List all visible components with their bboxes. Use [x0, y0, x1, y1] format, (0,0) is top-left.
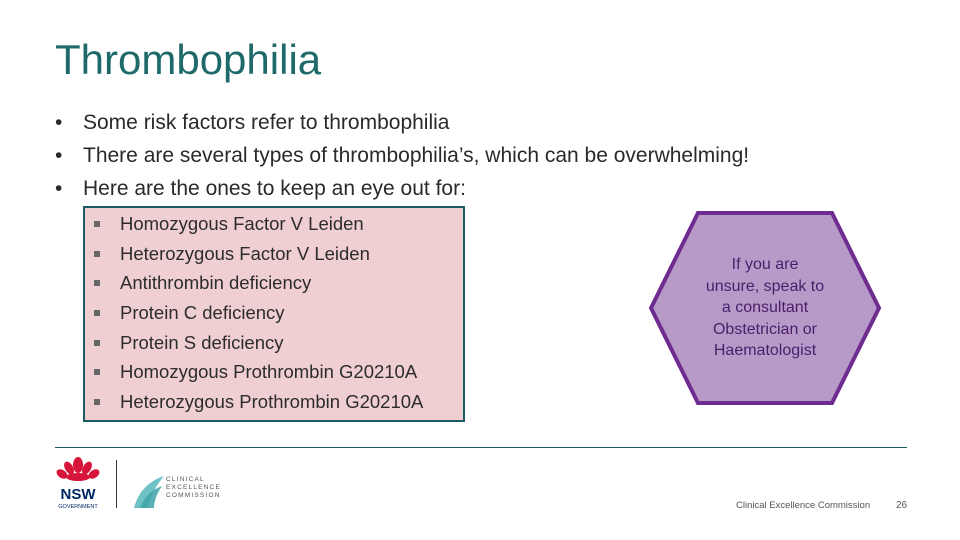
- bullet-icon: •: [55, 177, 63, 200]
- list-item: [85, 387, 463, 417]
- page-number: 26: [896, 500, 908, 511]
- list-item: [85, 328, 463, 358]
- risk-label: Protein C deficiency: [120, 301, 285, 323]
- list-item: [85, 298, 463, 328]
- bullet-text: Some risk factors refer to thrombophilia: [83, 111, 450, 134]
- square-bullet-icon: [94, 221, 100, 227]
- square-bullet-icon: [94, 280, 100, 286]
- square-bullet-icon: [94, 399, 100, 405]
- nsw-wordmark: NSW: [60, 486, 96, 503]
- square-bullet-icon: [94, 310, 100, 316]
- cec-logo-text: [166, 476, 221, 500]
- nsw-government-label: GOVERNMENT: [58, 504, 98, 510]
- risk-label: Antithrombin deficiency: [120, 272, 312, 294]
- callout-line: unsure, speak to: [705, 277, 825, 295]
- square-bullet-icon: [94, 340, 100, 346]
- callout-line: Haematologist: [713, 342, 817, 359]
- bullet-text: Here are the ones to keep an eye out for:: [83, 177, 466, 200]
- list-item: [55, 106, 749, 139]
- intro-bullets: [55, 106, 749, 205]
- bullet-icon: •: [55, 111, 63, 134]
- square-bullet-icon: [94, 369, 100, 375]
- slide-title: Thrombophilia: [55, 36, 322, 83]
- footer-divider: [55, 447, 907, 448]
- callout-text: [686, 254, 844, 362]
- cec-logo-line: CLINICAL: [166, 476, 205, 483]
- callout-hexagon: [648, 210, 882, 406]
- risk-label: Homozygous Factor V Leiden: [120, 212, 364, 234]
- risk-label: Protein S deficiency: [120, 331, 284, 353]
- nsw-government-logo: [50, 455, 106, 511]
- square-bullet-icon: [94, 251, 100, 257]
- risk-label: Heterozygous Factor V Leiden: [120, 242, 370, 264]
- footer-org-text: Clinical Excellence Commission: [736, 500, 871, 511]
- logo-divider: [116, 460, 117, 508]
- list-item: [55, 139, 749, 172]
- bullet-icon: •: [55, 144, 63, 167]
- callout-line: a consultant: [721, 299, 809, 316]
- risk-label: Heterozygous Prothrombin G20210A: [120, 390, 424, 412]
- cec-logo-line: EXCELLENCE: [166, 484, 221, 491]
- list-item: [85, 357, 463, 387]
- cec-logo-icon: [130, 470, 166, 510]
- list-item: [85, 209, 463, 239]
- cec-logo-line: COMMISSION: [166, 492, 221, 499]
- bullet-text: There are several types of thrombophilia’s, which can be overwhelming!: [83, 144, 750, 167]
- list-item: [85, 239, 463, 269]
- callout-line: If you are: [731, 256, 799, 273]
- risk-label: Homozygous Prothrombin G20210A: [120, 361, 418, 383]
- callout-line: Obstetrician or: [712, 320, 818, 338]
- list-item: [85, 268, 463, 298]
- list-item: [55, 172, 749, 205]
- thrombophilia-list-box: [83, 206, 465, 422]
